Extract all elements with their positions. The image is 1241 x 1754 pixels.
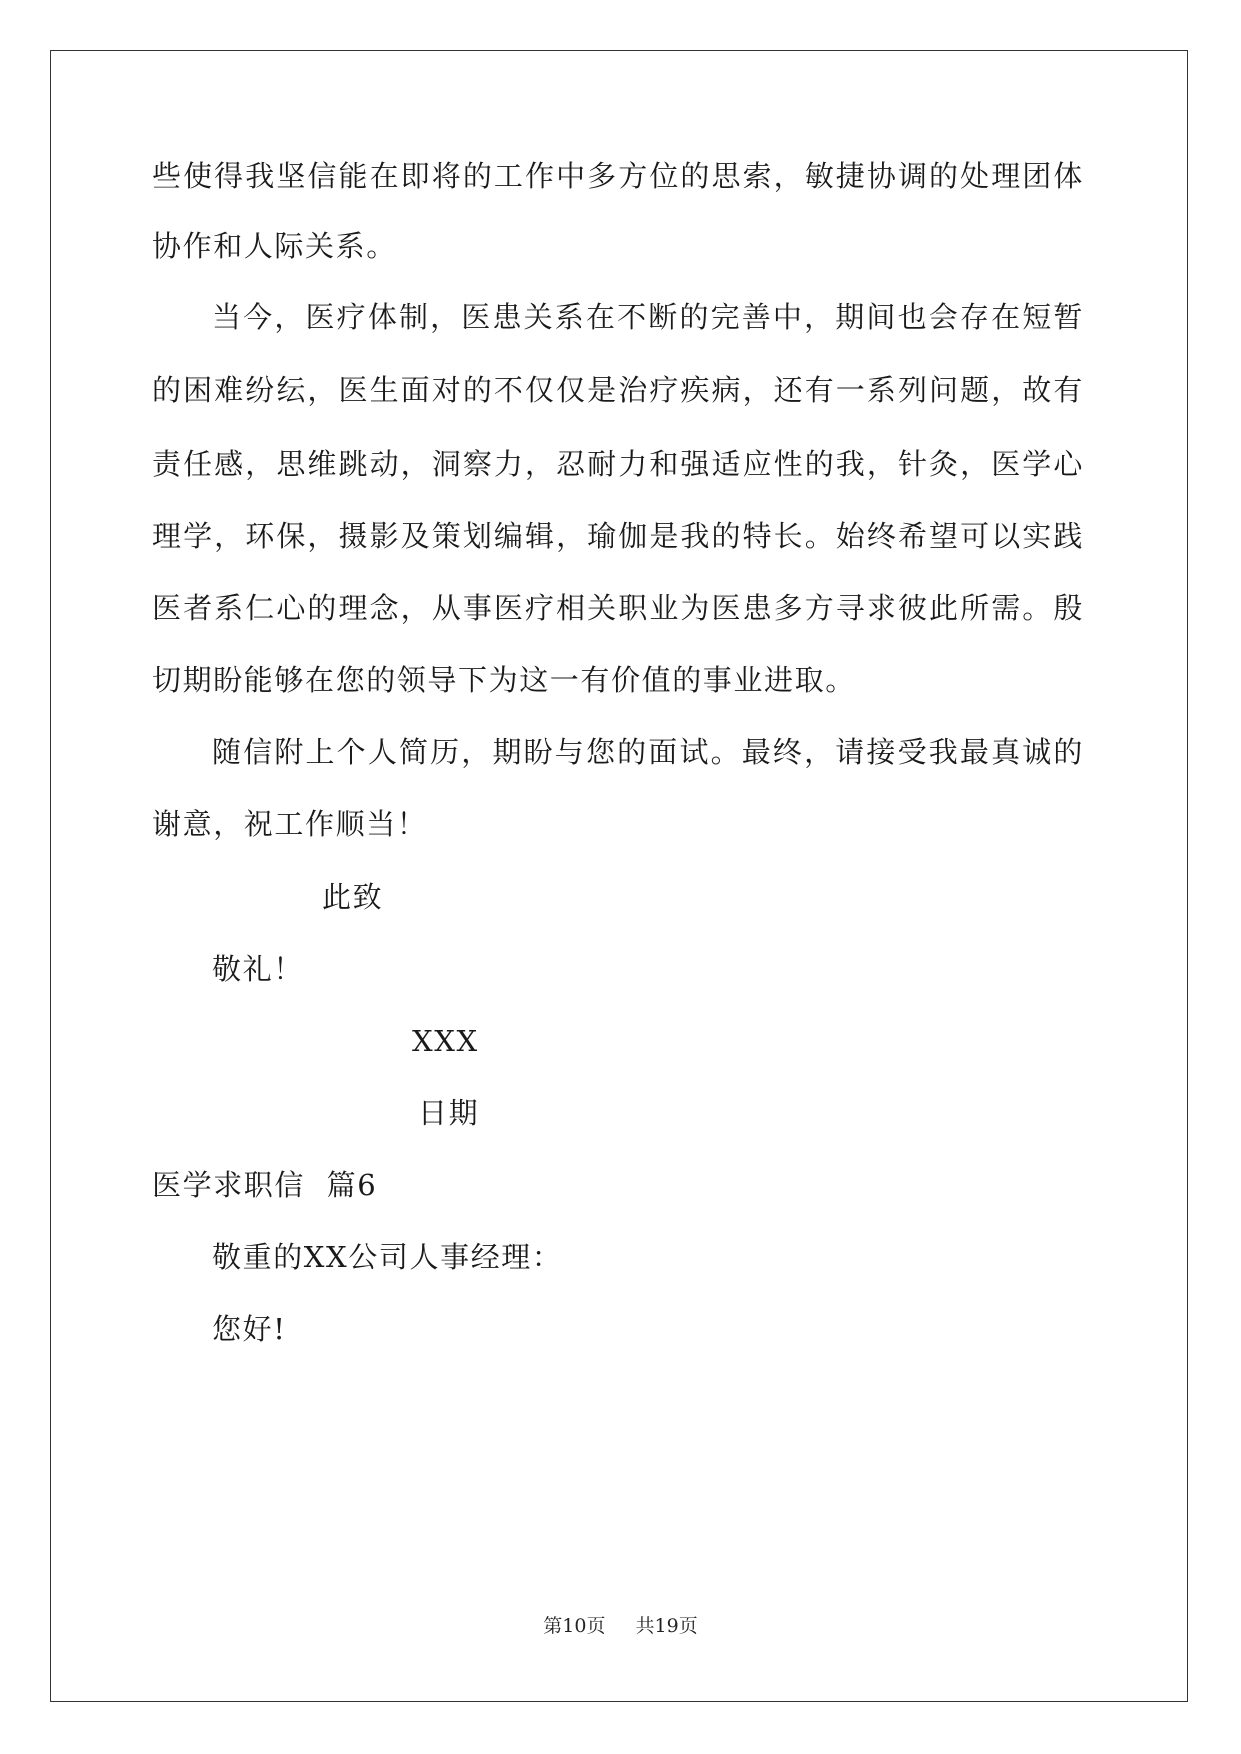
paragraph-line: 责任感，思维跳动，洞察力，忍耐力和强适应性的我，针灸，医学心 xyxy=(152,447,1084,481)
paragraph-line: 当今，医疗体制，医患关系在不断的完善中，期间也会存在短暂 xyxy=(212,300,1084,334)
paragraph-line: 的困难纷纭，医生面对的不仅仅是治疗疾病，还有一系列问题，故有 xyxy=(152,373,1084,407)
paragraph-line: 协作和人际关系。 xyxy=(152,229,397,263)
signature-name: XXX xyxy=(412,1024,479,1058)
paragraph-line: 些使得我坚信能在即将的工作中多方位的思索，敏捷协调的处理团体 xyxy=(152,159,1084,193)
paragraph-line: 切期盼能够在您的领导下为这一有价值的事业进取。 xyxy=(152,663,856,697)
page-border xyxy=(50,50,1188,1702)
paragraph-line: 医者系仁心的理念，从事医疗相关职业为医患多方寻求彼此所需。殷 xyxy=(152,591,1084,625)
paragraph-line: 理学，环保，摄影及策划编辑，瑜伽是我的特长。始终希望可以实践 xyxy=(152,519,1084,553)
signature-date: 日期 xyxy=(418,1096,480,1130)
page-footer xyxy=(0,1614,1241,1638)
paragraph-line: 随信附上个人简历，期盼与您的面试。最终，请接受我最真诚的 xyxy=(212,735,1084,769)
page-number: 第10页 xyxy=(543,1615,606,1637)
letter-greeting: 敬重的XX公司人事经理： xyxy=(212,1240,563,1274)
section-heading: 医学求职信 篇6 xyxy=(152,1168,378,1202)
page-total: 共19页 xyxy=(635,1615,698,1637)
letter-hello: 您好! xyxy=(212,1312,287,1346)
closing-salutation: 此致 xyxy=(322,880,384,914)
closing-regards: 敬礼！ xyxy=(212,952,304,986)
paragraph-line: 谢意，祝工作顺当！ xyxy=(152,807,428,841)
